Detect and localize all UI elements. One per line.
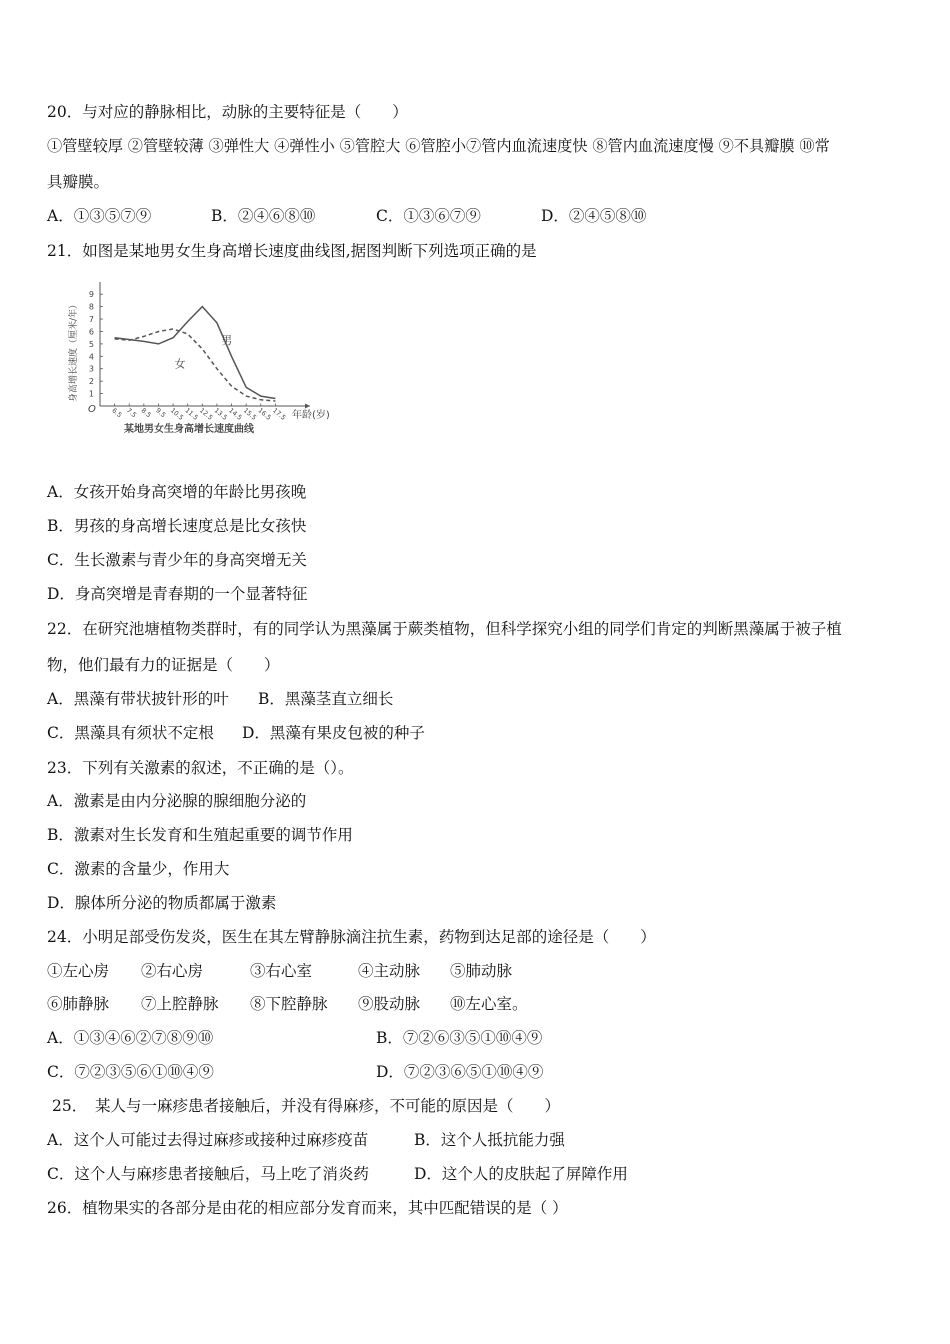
q20-option-d: D．②④⑤⑧⑩	[541, 207, 647, 225]
chart-title: 某地男女生身高增长速度曲线	[124, 424, 254, 435]
q24-option-b: B．⑦②⑥③⑤①⑩④⑨	[376, 1029, 543, 1047]
q21-stem: 21．如图是某地男女生身高增长速度曲线图,据图判断下列选项正确的是	[47, 242, 537, 260]
x-tick-label: 16.5	[256, 406, 273, 422]
chart-x-label: 年龄(岁)	[292, 410, 330, 421]
x-axis-arrow	[305, 404, 310, 409]
y-tick-label: 8	[88, 302, 94, 312]
q21-option-b: B．男孩的身高增长速度总是比女孩快	[47, 517, 307, 535]
q24-item-6: ⑥肺静脉	[47, 995, 110, 1013]
q22-stem-line2: 物，他们最有力的证据是（ ）	[47, 656, 280, 674]
y-tick-label: 9	[88, 290, 94, 300]
q24-option-a: A．①③④⑥②⑦⑧⑨⑩	[47, 1029, 214, 1047]
x-tick-label: 6.5	[110, 406, 124, 420]
q20-items-line1: ①管壁较厚 ②管壁较薄 ③弹性大 ④弹性小 ⑤管腔大 ⑥管腔小⑦管内血流速度快 ⑧管内血流速度慢 ⑨不具瓣膜 ⑩常	[47, 137, 830, 155]
q22-stem-line1: 22．在研究池塘植物类群时，有的同学认为黑藻属于蕨类植物，但科学探究小组的同学们肯定的判断黑藻属于被子植	[47, 620, 842, 638]
q21-option-a: A．女孩开始身高突增的年龄比男孩晚	[47, 483, 307, 501]
q23-option-b: B．激素对生长发育和生殖起重要的调节作用	[47, 826, 353, 844]
q24-item-5: ⑤肺动脉	[450, 962, 513, 980]
x-tick-label: 7.5	[124, 406, 139, 420]
series-label-female: 女	[174, 357, 186, 371]
q24-item-9: ⑨股动脉	[358, 995, 421, 1013]
x-tick-label: 17.5	[271, 406, 288, 422]
chart-origin-label: O	[88, 404, 96, 415]
q21-option-d: D．身高突增是青春期的一个显著特征	[47, 585, 308, 603]
chart-y-ticks	[89, 290, 103, 398]
q26-stem: 26．植物果实的各部分是由花的相应部分发育而来，其中匹配错误的是（ ）	[47, 1199, 568, 1217]
q23-option-a: A．激素是由内分泌腺的腺细胞分泌的	[47, 792, 307, 810]
q25-option-c: C．这个人与麻疹患者接触后，马上吃了消炎药	[47, 1165, 369, 1183]
y-tick-label: 7	[88, 315, 94, 325]
q23-option-d: D．腺体所分泌的物质都属于激素	[47, 894, 277, 912]
q25-option-b: B．这个人抵抗能力强	[414, 1131, 565, 1149]
q24-item-10: ⑩左心室。	[450, 995, 528, 1013]
q20-stem: 20．与对应的静脉相比，动脉的主要特征是（ ）	[47, 103, 408, 121]
y-tick-label: 6	[88, 327, 94, 337]
q20-option-b: B．②④⑥⑧⑩	[211, 207, 316, 225]
q25-option-d: D．这个人的皮肤起了屏障作用	[414, 1165, 628, 1183]
y-tick-label: 4	[88, 352, 94, 362]
x-tick-label: 13.5	[212, 406, 229, 422]
q24-stem: 24．小明足部受伤发炎，医生在其左臂静脉滴注抗生素，药物到达足部的途径是（ ）	[47, 928, 656, 946]
q23-option-c: C．激素的含量少，作用大	[47, 860, 230, 878]
y-tick-label: 2	[88, 377, 94, 387]
x-tick-label: 12.5	[198, 406, 215, 422]
q21-option-c: C．生长激素与青少年的身高突增无关	[47, 551, 307, 569]
chart-series	[115, 307, 276, 401]
q24-item-2: ②右心房	[141, 962, 204, 980]
x-tick-label: 8.5	[139, 406, 153, 420]
q22-option-d: D．黑藻有果皮包被的种子	[242, 724, 425, 742]
chart-axes	[100, 282, 310, 409]
q24-item-7: ⑦上腔静脉	[141, 995, 219, 1013]
q24-option-d: D．⑦②③⑥⑤①⑩④⑨	[376, 1063, 544, 1081]
q23-stem: 23．下列有关激素的叙述，不正确的是（）。	[47, 759, 354, 777]
q24-item-8: ⑧下腔静脉	[250, 995, 328, 1013]
series-label-male: 男	[221, 333, 233, 347]
q24-item-4: ④主动脉	[358, 962, 421, 980]
x-tick-label: 14.5	[227, 406, 244, 422]
growth-speed-chart	[62, 278, 352, 443]
chart-y-label: 身高增长速度（厘米/年）	[69, 299, 79, 402]
q20-items-line2: 具瓣膜。	[47, 173, 110, 191]
q22-option-c: C．黑藻具有须状不定根	[47, 724, 214, 742]
series-line-male	[115, 307, 276, 399]
x-tick-label: 10.5	[168, 406, 186, 422]
q24-option-c: C．⑦②③⑤⑥①⑩④⑨	[47, 1063, 214, 1081]
y-tick-label: 3	[88, 364, 94, 374]
q22-option-a: A．黑藻有带状披针形的叶	[47, 690, 229, 708]
q20-option-a: A．①③⑤⑦⑨	[47, 207, 152, 225]
q25-stem: 25． 某人与一麻疹患者接触后，并没有得麻疹，不可能的原因是（ ）	[52, 1097, 560, 1115]
q25-option-a: A．这个人可能过去得过麻疹或接种过麻疹疫苗	[47, 1131, 369, 1149]
q24-item-1: ①左心房	[47, 962, 110, 980]
y-tick-label: 1	[88, 389, 94, 399]
q20-option-c: C．①③⑥⑦⑨	[376, 207, 481, 225]
x-tick-label: 15.5	[241, 406, 259, 422]
y-tick-label: 5	[88, 339, 94, 349]
q22-option-b: B．黑藻茎直立细长	[258, 690, 394, 708]
q24-item-3: ③右心室	[250, 962, 313, 980]
x-tick-label: 11.5	[183, 406, 200, 422]
x-tick-label: 9.5	[154, 406, 168, 420]
